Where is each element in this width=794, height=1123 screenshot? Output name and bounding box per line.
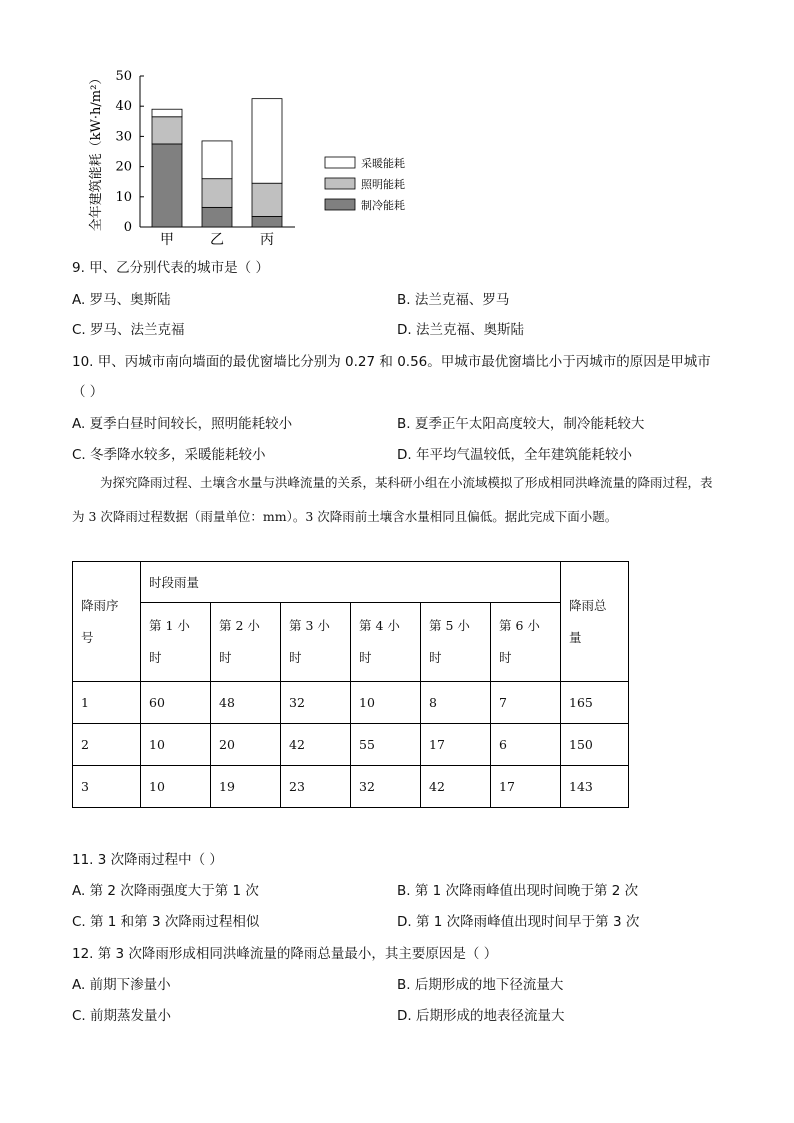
header-hour-4: 第 4 小 时 [351, 603, 421, 682]
y-tick-label: 20 [115, 159, 132, 175]
q10-option-a[interactable]: A. 夏季白昼时间较长，照明能耗较小 [72, 416, 293, 432]
table-cell: 60 [141, 682, 211, 724]
q9-option-c[interactable]: C. 罗马、法兰克福 [72, 322, 185, 338]
table-row [73, 682, 629, 724]
table-cell: 8 [421, 682, 491, 724]
header-hour-3: 第 3 小 时 [281, 603, 351, 682]
header-total: 降雨总 量 [561, 562, 629, 682]
q9-stem: 9. 甲、乙分别代表的城市是（ ） [72, 260, 269, 276]
y-axis-label: 全年建筑能耗（kW·h/m²） [89, 71, 104, 232]
table-cell: 10 [141, 724, 211, 766]
q9-option-d[interactable]: D. 法兰克福、奥斯陆 [397, 322, 524, 338]
table-cell: 17 [421, 724, 491, 766]
header-hour-2: 第 2 小 时 [211, 603, 281, 682]
q12-option-b[interactable]: B. 后期形成的地下径流量大 [397, 977, 564, 993]
q12-option-c[interactable]: C. 前期蒸发量小 [72, 1008, 172, 1024]
bar-segment [202, 207, 232, 227]
table-cell: 10 [351, 682, 421, 724]
table-cell: 7 [491, 682, 561, 724]
q12-option-d[interactable]: D. 后期形成的地表径流量大 [397, 1008, 565, 1024]
table-cell: 42 [281, 724, 351, 766]
table-cell: 3 [73, 766, 141, 808]
header-seq: 降雨序 号 [73, 562, 141, 682]
bar-segment [252, 183, 282, 216]
bar-segment [152, 144, 182, 227]
header-hour-1: 第 1 小 时 [141, 603, 211, 682]
bar-segment [152, 109, 182, 117]
y-tick-label: 50 [115, 69, 132, 84]
table-cell: 23 [281, 766, 351, 808]
header-hour-5: 第 5 小 时 [421, 603, 491, 682]
table-cell: 48 [211, 682, 281, 724]
y-tick-label: 10 [115, 189, 132, 205]
q9-option-b[interactable]: B. 法兰克福、罗马 [397, 292, 510, 308]
x-tick-label: 丙 [260, 232, 274, 248]
table-row [73, 724, 629, 766]
table-cell: 42 [421, 766, 491, 808]
q10-option-c[interactable]: C. 冬季降水较多，采暖能耗较小 [72, 447, 266, 463]
bar-segment [252, 99, 282, 184]
y-tick-label: 0 [123, 220, 132, 235]
q11-option-c[interactable]: C. 第 1 和第 3 次降雨过程相似 [72, 914, 260, 930]
table-cell: 150 [561, 724, 629, 766]
table-cell: 1 [73, 682, 141, 724]
table-cell: 32 [351, 766, 421, 808]
y-tick-label: 40 [115, 99, 132, 115]
x-tick-label: 甲 [160, 232, 174, 248]
q10-stem-bracket: （ ） [72, 384, 104, 400]
x-tick-label: 乙 [210, 232, 224, 248]
q10-option-b[interactable]: B. 夏季正午太阳高度较大，制冷能耗较大 [397, 416, 645, 432]
table-cell: 10 [141, 766, 211, 808]
energy-consumption-chart [80, 62, 420, 252]
bar-segment [202, 141, 232, 179]
table-cell: 165 [561, 682, 629, 724]
rainfall-table [72, 561, 629, 808]
legend-swatch [325, 157, 355, 168]
table-row [73, 766, 629, 808]
q11-stem: 11. 3 次降雨过程中（ ） [72, 852, 223, 868]
q12-stem: 12. 第 3 次降雨形成相同洪峰流量的降雨总量最小，其主要原因是（ ） [72, 946, 498, 962]
table-cell: 20 [211, 724, 281, 766]
header-hour-6: 第 6 小 时 [491, 603, 561, 682]
table-cell: 143 [561, 766, 629, 808]
legend-label: 采暖能耗 [361, 157, 405, 170]
bar-segment [252, 216, 282, 227]
q12-option-a[interactable]: A. 前期下渗量小 [72, 977, 171, 993]
q10-option-d[interactable]: D. 年平均气温较低，全年建筑能耗较小 [397, 447, 632, 463]
table-cell: 19 [211, 766, 281, 808]
bar-segment [202, 179, 232, 208]
bar-segment [152, 117, 182, 144]
legend-swatch [325, 199, 355, 210]
table-cell: 55 [351, 724, 421, 766]
table-cell: 17 [491, 766, 561, 808]
q11-option-b[interactable]: B. 第 1 次降雨峰值出现时间晚于第 2 次 [397, 883, 639, 899]
table-cell: 2 [73, 724, 141, 766]
y-tick-label: 30 [115, 129, 132, 145]
table-cell: 32 [281, 682, 351, 724]
legend-label: 制冷能耗 [361, 199, 405, 212]
q11-option-a[interactable]: A. 第 2 次降雨强度大于第 1 次 [72, 883, 259, 899]
passage-text: 为探究降雨过程、土壤含水量与洪峰流量的关系，某科研小组在小流域模拟了形成相同洪峰流量的降雨过程，表为 3 次降雨过程数据（雨量单位：mm）。3 次降雨前土壤含水量相同且偏低。据此完成下面小题。 [72, 475, 713, 524]
q11-option-d[interactable]: D. 第 1 次降雨峰值出现时间早于第 3 次 [397, 914, 640, 930]
passage [72, 466, 722, 534]
q10-stem: 10. 甲、丙城市南向墙面的最优窗墙比分别为 0.27 和 0.56。甲城市最优窗墙比小于丙城市的原因是甲城市 [72, 354, 711, 370]
legend-swatch [325, 178, 355, 189]
q9-option-a[interactable]: A. 罗马、奥斯陆 [72, 292, 171, 308]
legend-label: 照明能耗 [361, 178, 405, 191]
header-period-rainfall: 时段雨量 [141, 562, 561, 603]
table-cell: 6 [491, 724, 561, 766]
